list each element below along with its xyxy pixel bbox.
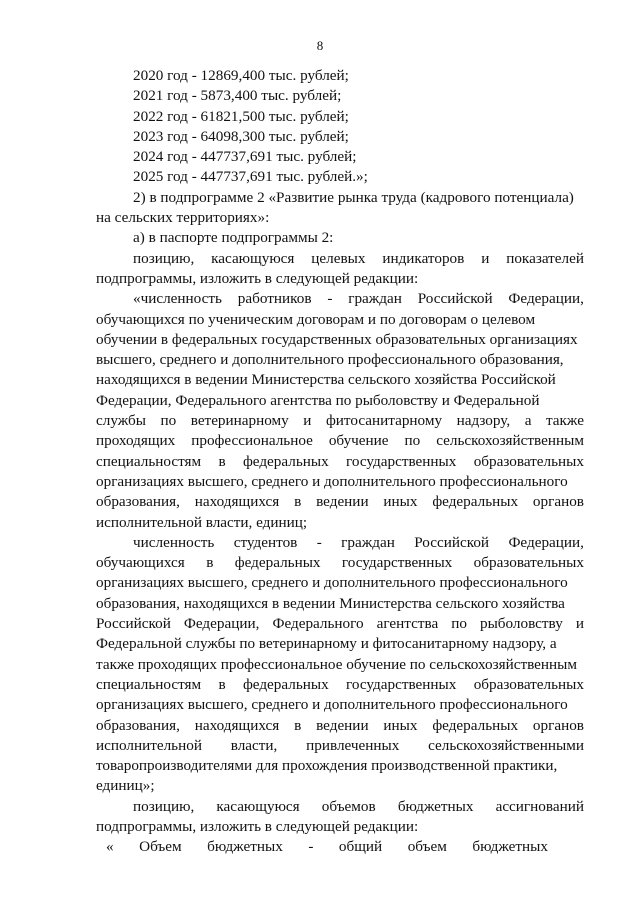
word: государственных	[341, 554, 453, 572]
indicator1-line-9	[96, 452, 584, 472]
word: касающуюся	[211, 249, 295, 267]
word: агентства	[376, 615, 439, 633]
word: иных	[383, 493, 418, 511]
word: ассигнований	[495, 797, 584, 815]
position-indicators-line	[96, 249, 584, 269]
word: численность	[133, 533, 215, 551]
indicator1-line-1	[96, 289, 584, 309]
indicator1-line-3: обучении в федеральных государственных образовательных организациях	[96, 330, 578, 348]
word: бюджетных	[207, 838, 283, 856]
word: Российской	[417, 290, 493, 308]
word: в	[218, 452, 226, 470]
word: сельскохозяйственными	[428, 736, 584, 754]
indicator1-line-5: находящихся в ведении Министерства сельского хозяйства Российской	[96, 371, 556, 389]
indicator1-line-6: Федерации, Федерального агентства по рыболовству и Федеральной	[96, 391, 540, 409]
funding-line-2025: 2025 год - 447737,691 тыс. рублей.»;	[133, 168, 368, 186]
indicator1-line-8	[96, 431, 584, 451]
word: федеральных	[242, 452, 329, 470]
indicator2-line-10	[96, 716, 584, 736]
word: органов	[532, 493, 584, 511]
word: Российской	[414, 533, 490, 551]
indicator2-line-3: организациях высшего, среднего и дополнительного профессионального	[96, 574, 568, 592]
word: также	[545, 412, 584, 430]
funding-line-2024: 2024 год - 447737,691 тыс. рублей;	[133, 148, 357, 166]
word: -	[308, 838, 314, 856]
word: профессиональное	[191, 432, 313, 450]
word: ведении	[316, 493, 369, 511]
word: в	[218, 675, 226, 693]
indicator2-line-11	[96, 736, 584, 756]
indicator1-line-12: исполнительной власти, единиц;	[96, 513, 308, 531]
indicator1-line-2: обучающихся по ученическим договорам и по договорам о целевом	[96, 310, 536, 328]
word: в	[206, 554, 214, 572]
word: граждан	[348, 290, 402, 308]
indicator2-line-12: товаропроизводителями для прохождения производственной практики,	[96, 757, 558, 775]
word: по	[160, 412, 177, 430]
word: специальностям	[96, 452, 202, 470]
word: позицию,	[133, 797, 195, 815]
subprogram-heading-line-2: на сельских территориях»:	[96, 209, 270, 227]
word: и	[303, 412, 312, 430]
subprogram-heading-line-1: 2) в подпрограмме 2 «Развитие рынка труда (кадрового потенциала)	[133, 188, 574, 206]
word: касающуюся	[216, 797, 300, 815]
word: образовательных	[473, 452, 584, 470]
indicator1-line-4: высшего, среднего и дополнительного профессионального образования,	[96, 351, 564, 369]
word: в	[294, 716, 302, 734]
budget-volume-line	[96, 837, 584, 857]
indicator2-line-6: Федеральной службы по ветеринарному и фитосанитарному надзору, а	[96, 635, 557, 653]
word: образовательных	[473, 554, 584, 572]
indicator2-line-5	[96, 614, 584, 634]
word: находящихся	[194, 493, 280, 511]
indicator2-line-8	[96, 675, 584, 695]
indicator2-line-1	[96, 533, 584, 553]
word: проходящих	[96, 432, 176, 450]
word: -	[327, 290, 333, 308]
indicator2-line-7: также проходящих профессиональное обучение по сельскохозяйственным	[96, 655, 577, 673]
word: целевых	[311, 249, 366, 267]
word: обучающихся	[96, 554, 185, 572]
word: объемов	[321, 797, 376, 815]
word: Объем	[139, 838, 182, 856]
word: объем	[407, 838, 447, 856]
word: рыболовству	[480, 615, 563, 633]
word: Федерации,	[508, 533, 584, 551]
word: бюджетных	[472, 838, 548, 856]
word: обучение	[328, 432, 389, 450]
word: Федерации,	[508, 290, 584, 308]
word: государственных	[346, 675, 457, 693]
position-indicators-line-2: подпрограммы, изложить в следующей редакции:	[96, 269, 419, 287]
passport-line: а) в паспорте подпрограммы 2:	[133, 229, 334, 247]
funding-line-2020: 2020 год - 12869,400 тыс. рублей;	[133, 67, 349, 84]
word: образования,	[96, 716, 180, 734]
word: исполнительной	[96, 736, 202, 754]
word: сельскохозяйственным	[436, 432, 584, 450]
word: общий	[338, 838, 383, 856]
quote-mark: «	[106, 838, 114, 856]
word: работников	[237, 290, 312, 308]
indicator1-line-11	[96, 492, 584, 512]
word: по	[451, 615, 467, 633]
word: федеральных	[432, 716, 519, 734]
word: службы	[96, 412, 146, 430]
word: образования,	[96, 493, 180, 511]
word: индикаторов	[382, 249, 465, 267]
indicator2-line-9: организациях высшего, среднего и дополнительного профессионального	[96, 696, 568, 714]
word: а	[524, 412, 532, 430]
indicator1-line-7	[96, 411, 584, 431]
word: -	[316, 533, 322, 551]
indicator2-line-13: единиц»;	[96, 777, 155, 795]
word: студентов	[233, 533, 298, 551]
word: иных	[383, 716, 418, 734]
word: власти,	[230, 736, 278, 754]
word: показателей	[506, 249, 584, 267]
word: находящихся	[194, 716, 280, 734]
word: и	[575, 615, 584, 633]
word: в	[294, 493, 302, 511]
word: федеральных	[234, 554, 321, 572]
word: образовательных	[473, 675, 584, 693]
indicator2-line-4: образования, находящихся в ведении Министерства сельского хозяйства	[96, 594, 565, 612]
word: позицию,	[133, 249, 195, 267]
word: специальностям	[96, 675, 202, 693]
word: Федерации,	[183, 615, 260, 633]
document-body	[96, 66, 584, 858]
indicator1-line-10: организациях высшего, среднего и дополнительного профессионального	[96, 472, 568, 490]
word: федеральных	[432, 493, 519, 511]
word: «численность	[133, 290, 222, 308]
word: ветеринарному	[190, 412, 289, 430]
word: бюджетных	[397, 797, 474, 815]
word: и	[481, 249, 490, 267]
word: Российской	[96, 615, 171, 633]
indicator2-line-2	[96, 553, 584, 573]
word: по	[404, 432, 421, 450]
word: привлеченных	[306, 736, 400, 754]
word: фитосанитарному	[325, 412, 443, 430]
word: государственных	[346, 452, 457, 470]
page-number: 8	[316, 38, 324, 53]
funding-line-2021: 2021 год - 5873,400 тыс. рублей;	[133, 87, 342, 105]
word: федеральных	[242, 675, 329, 693]
budget-position-line-2: подпрограммы, изложить в следующей редакции:	[96, 817, 419, 835]
budget-position-line	[96, 797, 584, 817]
word: ведении	[316, 716, 369, 734]
word: надзору,	[456, 412, 511, 430]
word: граждан	[341, 533, 395, 551]
word: органов	[532, 716, 584, 734]
funding-line-2023: 2023 год - 64098,300 тыс. рублей;	[133, 127, 349, 145]
funding-line-2022: 2022 год - 61821,500 тыс. рублей;	[133, 107, 349, 125]
word: Федерального	[272, 615, 364, 633]
